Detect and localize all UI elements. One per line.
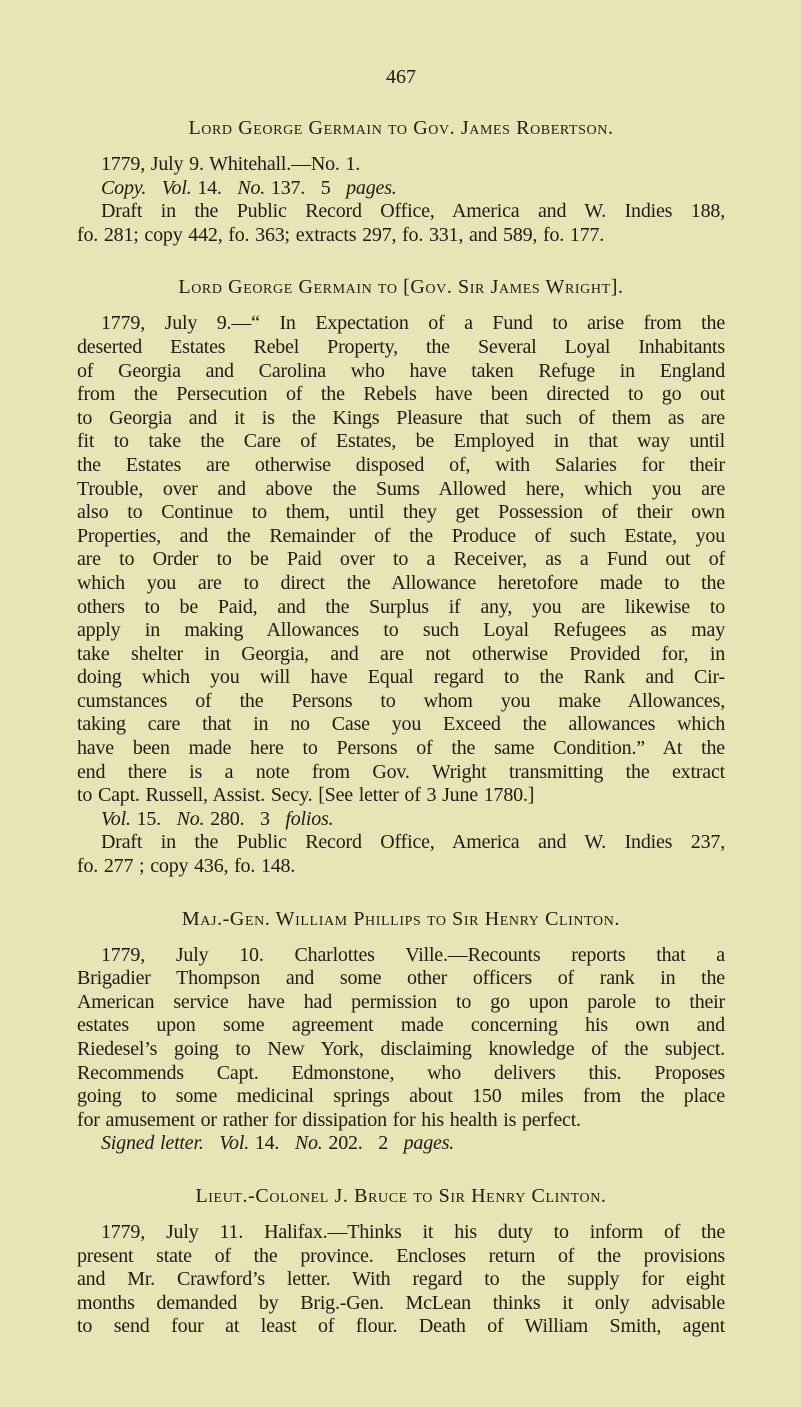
citation-part: pages. — [403, 1132, 455, 1155]
paragraph — [77, 153, 725, 177]
paragraph — [77, 1221, 725, 1339]
text-line: to Georgia and it is the Kings Pleasure that such of them as are — [77, 406, 725, 429]
citation-part: 15. — [136, 807, 161, 830]
text-line: present state of the province. Encloses return of the provisions — [77, 1244, 725, 1267]
text-line: apply in making Allowances to such Loyal Refugees as may — [77, 619, 725, 642]
entry-heading: Lieut.-Colonel J. Bruce to Sir Henry Clinton. — [195, 1184, 607, 1207]
calendar-entry — [77, 1184, 725, 1339]
text-line: the Estates are otherwise disposed of, with Salaries for their — [77, 453, 725, 476]
citation-line — [77, 1132, 725, 1156]
paragraph — [77, 831, 725, 878]
text-line: doing which you will have Equal regard to the Rank and Cir- — [77, 666, 725, 689]
text-line: 1779, July 10. Charlottes Ville.—Recounts reports that a — [101, 943, 725, 966]
text-line: Draft in the Public Record Office, America and W. Indies 237, — [101, 831, 725, 854]
entry-heading: Maj.-Gen. William Phillips to Sir Henry Clinton. — [181, 907, 621, 930]
entry-heading: Lord George Germain to Gov. James Robertson. — [188, 117, 614, 139]
page-number: 467 — [386, 66, 416, 88]
text-line: months demanded by Brig.-Gen. McLean thinks it only advisable — [77, 1291, 725, 1314]
citation-part: Vol. — [161, 176, 192, 199]
text-line: fo. 277 ; copy 436, fo. 148. — [77, 855, 296, 878]
document-body — [77, 116, 725, 1367]
citation-part: No. — [294, 1132, 323, 1155]
text-line: end there is a note from Gov. Wright transmitting the extract — [77, 760, 725, 783]
text-line: take shelter in Georgia, and are not otherwise Provided for, in — [77, 642, 725, 665]
entry-heading: Lord George Germain to [Gov. Sir James Wright]. — [178, 276, 624, 299]
text-line: fit to take the Care of Estates, be Employed in that way until — [77, 430, 725, 453]
calendar-entry — [77, 116, 725, 247]
text-line: 1779, July 9.—“ In Expectation of a Fund to arise from the — [101, 312, 725, 335]
citation-part: pages. — [346, 176, 397, 199]
text-line: Draft in the Public Record Office, America and W. Indies 188, — [101, 200, 725, 223]
citation-part: 3 — [259, 807, 270, 830]
text-line: Brigadier Thompson and some other officers of rank in the — [77, 967, 725, 990]
text-line: 1779, July 9. Whitehall.—No. 1. — [101, 153, 361, 175]
paragraph — [77, 200, 725, 247]
text-line: going to some medicinal springs about 150 miles from the place — [77, 1085, 725, 1108]
text-line: Trouble, over and above the Sums Allowed here, which you are — [77, 477, 725, 500]
text-line: taking care that in no Case you Exceed the allowances which — [77, 713, 725, 736]
text-line: for amusement or rather for dissipation for his health is perfect. — [77, 1108, 581, 1131]
text-line: have been made here to Persons of the same Condition.” At the — [77, 737, 725, 760]
citation-part: No. — [237, 176, 266, 199]
citation-part: 14. — [197, 176, 222, 199]
citation-part: No. — [176, 807, 205, 830]
text-line: deserted Estates Rebel Property, the Several Loyal Inhabitants — [77, 335, 725, 358]
text-line: fo. 281; copy 442, fo. 363; extracts 297, fo. 331, and 589, fo. 177. — [77, 223, 605, 246]
text-line: and Mr. Crawford’s letter. With regard to the supply for eight — [77, 1268, 725, 1291]
paragraph — [77, 944, 725, 1133]
citation-part: Copy. — [101, 176, 147, 199]
text-line: from the Persecution of the Rebels have been directed to go out — [77, 383, 725, 406]
citation-part: Vol. — [219, 1132, 249, 1155]
citation-line — [77, 808, 725, 832]
citation-line — [77, 177, 725, 201]
citation-part: 5 — [320, 176, 331, 199]
citation-part: 280. — [210, 807, 245, 830]
text-line: others to be Paid, and the Surplus if any, you are likewise to — [77, 595, 725, 618]
text-line: Properties, and the Remainder of the Produce of such Estate, you — [77, 524, 725, 547]
text-line: American service have had permission to go upon parole to their — [77, 990, 725, 1013]
text-line: of Georgia and Carolina who have taken Refuge in England — [77, 359, 725, 382]
paragraph — [77, 312, 725, 807]
citation-part: Vol. — [101, 807, 131, 830]
calendar-entry — [77, 275, 725, 878]
text-line: cumstances of the Persons to whom you make Allowances, — [77, 689, 725, 712]
text-line: are to Order to be Paid over to a Receiver, as a Fund out of — [77, 548, 725, 571]
text-line: 1779, July 11. Halifax.—Thinks it his duty to inform of the — [101, 1220, 725, 1243]
citation-part: folios. — [285, 807, 334, 830]
citation-part: 137. — [270, 176, 306, 199]
citation-part: 14. — [254, 1132, 280, 1155]
text-line: to send four at least of flour. Death of William Smith, agent — [77, 1315, 725, 1338]
text-line: estates upon some agreement made concerning his own and — [77, 1014, 725, 1037]
text-line: to Capt. Russell, Assist. Secy. [See letter of 3 June 1780.] — [77, 784, 535, 807]
text-line: which you are to direct the Allowance heretofore made to the — [77, 571, 725, 594]
calendar-entry — [77, 907, 725, 1156]
citation-part: 202. — [328, 1132, 363, 1155]
text-line: Riedesel’s going to New York, disclaiming knowledge of the subject. — [77, 1038, 725, 1060]
citation-part: Signed letter. — [101, 1132, 204, 1155]
text-line: also to Continue to them, until they get Possession of their own — [77, 501, 725, 524]
citation-part: 2 — [378, 1132, 389, 1155]
text-line: Recommends Capt. Edmonstone, who delivers this. Proposes — [77, 1061, 725, 1084]
